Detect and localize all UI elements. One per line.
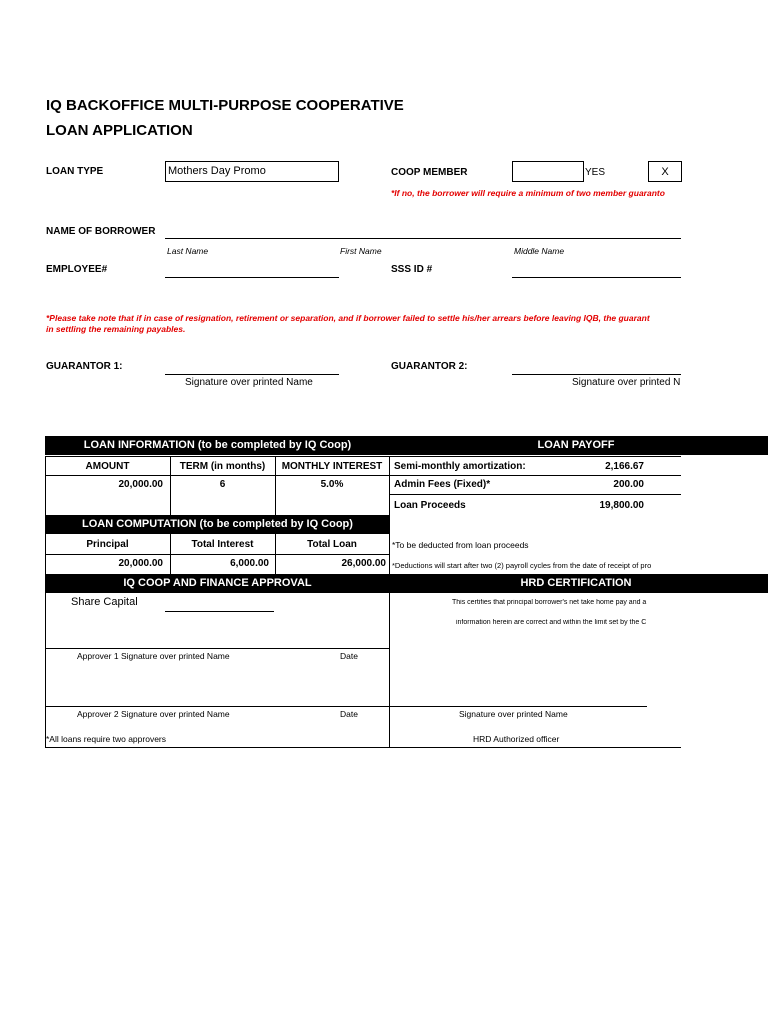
employee-field[interactable]: [165, 277, 339, 278]
org-title: IQ BACKOFFICE MULTI-PURPOSE COOPERATIVE: [46, 97, 404, 114]
loan-comp-header: LOAN COMPUTATION (to be completed by IQ Coop): [45, 515, 390, 534]
loan-info-header: LOAN INFORMATION (to be completed by IQ Coop): [45, 436, 390, 455]
admin-fees-value: 200.00: [613, 479, 644, 490]
approver2-date: Date: [340, 709, 358, 719]
loan-payoff-header: [390, 436, 768, 455]
guarantor1-line[interactable]: [165, 374, 339, 375]
coop-yes-checkbox[interactable]: X: [648, 161, 682, 182]
hrd-text-line2: information herein are correct and within the limit set by the C: [456, 619, 647, 626]
amortization-label: Semi-monthly amortization:: [394, 461, 526, 472]
total-interest-value: 6,000.00: [230, 558, 269, 569]
guarantor1-label: GUARANTOR 1:: [46, 361, 123, 372]
borrower-label: NAME OF BORROWER: [46, 226, 156, 237]
approver1-date: Date: [340, 651, 358, 661]
col-term: TERM (in months): [179, 461, 266, 472]
loan-payoff-title: LOAN PAYOFF: [537, 439, 615, 451]
proceeds-value: 19,800.00: [599, 500, 644, 511]
loan-type-value: Mothers Day Promo: [168, 165, 266, 177]
hrd-signature-line[interactable]: [390, 706, 647, 707]
amortization-value: 2,166.67: [605, 461, 644, 472]
coop-yes-label: YES: [585, 167, 606, 178]
coop-member-label: COOP MEMBER: [391, 167, 468, 178]
last-name-caption: Last Name: [167, 246, 209, 256]
col-amount: AMOUNT: [85, 461, 130, 472]
form-title: LOAN APPLICATION: [46, 122, 193, 139]
guarantor2-line[interactable]: [512, 374, 681, 375]
col-monthly-interest: MONTHLY INTEREST: [281, 461, 383, 472]
approvers-note: *All loans require two approvers: [46, 734, 167, 744]
proceeds-label: Loan Proceeds: [394, 500, 466, 511]
coop-member-field[interactable]: [512, 161, 584, 182]
loan-type-field[interactable]: [165, 161, 339, 182]
deduct-note: *To be deducted from loan proceeds: [392, 540, 529, 550]
admin-fees-label: Admin Fees (Fixed)*: [394, 479, 491, 490]
hrd-title: HRD CERTIFICATION: [520, 577, 632, 589]
middle-name-caption: Middle Name: [514, 246, 565, 256]
hrd-text-line1: This certifies that principal borrower's net take home pay and a: [452, 599, 647, 606]
notice-line1: *Please take note that if in case of resignation, retirement or separation, and if borrower failed to settle his/her arrears before leaving IQB, the guarant: [46, 313, 650, 323]
loan-type-label: LOAN TYPE: [46, 166, 104, 177]
employee-label: EMPLOYEE#: [46, 264, 108, 275]
hrd-sig-caption: Signature over printed Name: [459, 709, 568, 719]
guarantor2-label: GUARANTOR 2:: [391, 361, 468, 372]
amount-value[interactable]: 20,000.00: [118, 479, 163, 490]
approval-header: IQ COOP AND FINANCE APPROVAL: [45, 574, 390, 593]
first-name-caption: First Name: [340, 246, 382, 256]
share-capital-label: Share Capital: [71, 596, 138, 608]
col-total-loan: Total Loan: [307, 539, 357, 550]
col-principal: Principal: [86, 539, 129, 550]
guarantor1-sig-caption: Signature over printed Name: [185, 377, 313, 388]
term-value[interactable]: 6: [219, 479, 226, 490]
deductions-start-note: *Deductions will start after two (2) payroll cycles from the date of receipt of pro: [392, 561, 652, 570]
interest-value[interactable]: 5.0%: [320, 479, 344, 490]
hrd-officer-caption: HRD Authorized officer: [473, 734, 560, 744]
guarantor2-sig-caption: Signature over printed N: [572, 377, 681, 388]
coop-member-note: *If no, the borrower will require a minimum of two member guaranto: [391, 188, 665, 198]
principal-value: 20,000.00: [118, 558, 163, 569]
share-capital-field[interactable]: [165, 611, 274, 612]
borrower-line: [165, 238, 681, 239]
col-total-interest: Total Interest: [191, 539, 254, 550]
approver2-caption: Approver 2 Signature over printed Name: [77, 709, 230, 719]
hrd-header: [390, 574, 768, 593]
sss-field[interactable]: [512, 277, 681, 278]
notice-line2: in settling the remaining payables.: [46, 324, 186, 334]
sss-label: SSS ID #: [391, 264, 433, 275]
approver1-caption: Approver 1 Signature over printed Name: [77, 651, 230, 661]
total-loan-value: 26,000.00: [341, 558, 386, 569]
